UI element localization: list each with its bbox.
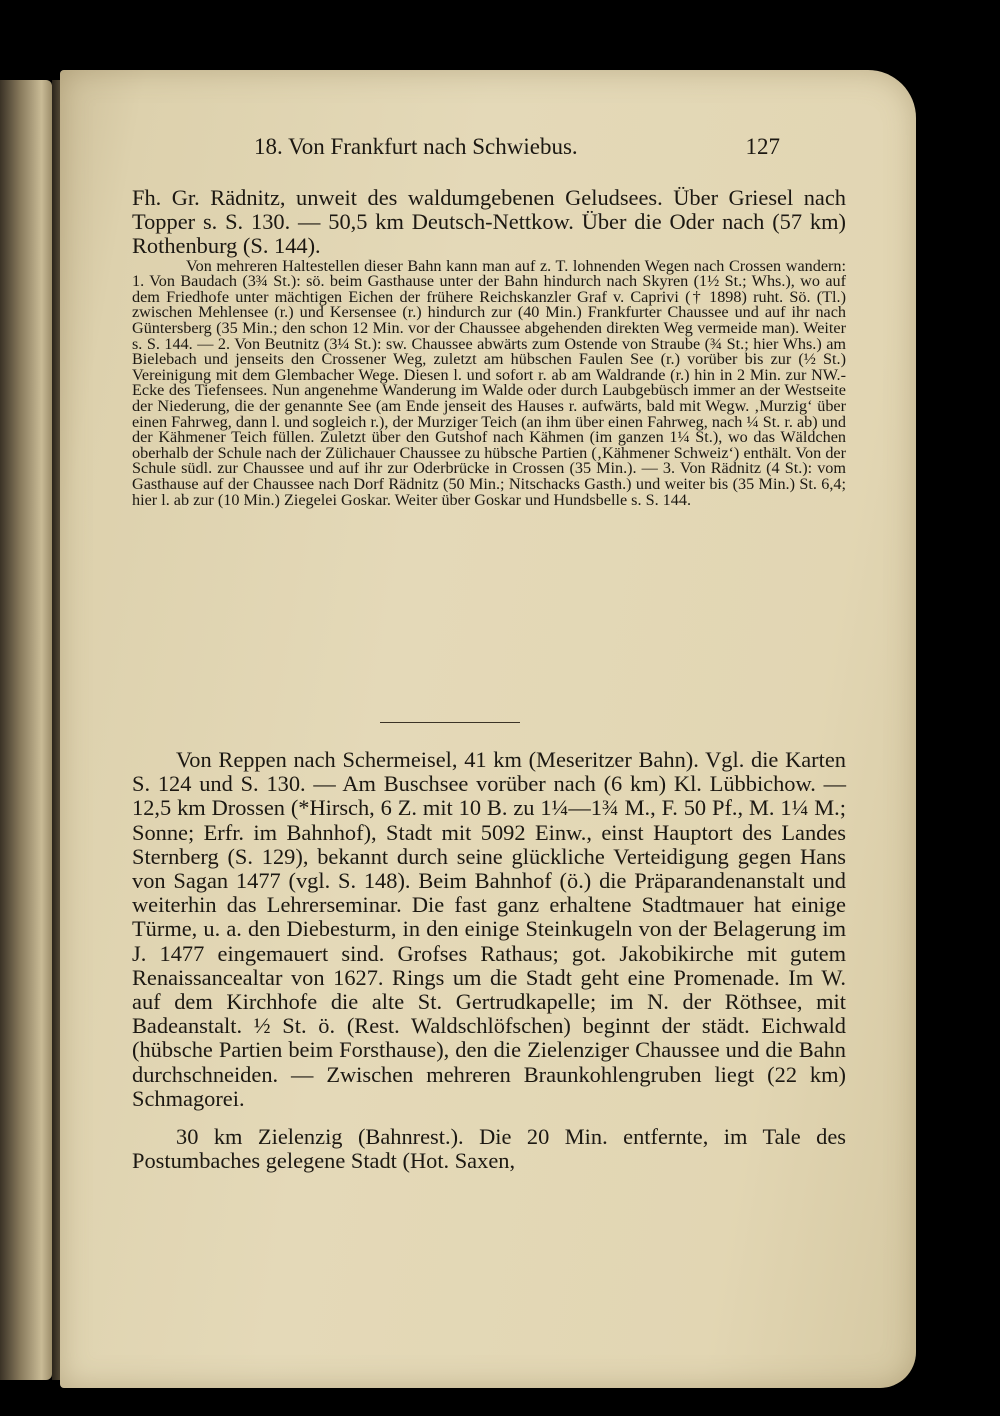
section-reppen-schermeisel	[132, 748, 846, 1173]
intro-paragraph: Fh. Gr. Rädnitz, unweit des waldumgebenen Geludsees. Über Griesel nach Topper s. S. 130. — 50,5 km Deutsch-Nettkow. Über die Oder nach (57 km) Rothenburg (S. 144).	[132, 185, 846, 259]
left-page-edge	[0, 80, 52, 1380]
chapter-title: 18. Von Frankfurt nach Schwiebus.	[254, 134, 578, 159]
route-paragraph: Von Reppen nach Schermeisel, 41 km (Meseritzer Bahn). Vgl. die Karten S. 124 und S. 130. — Am Buschsee vorüber nach (6 km) Kl. Lübbichow. — 12,5 km Drossen (*Hirsch, 6 Z. mit 10 B. zu 1¼—1¾ M., F. 50 Pf., M. 1¼ M.; Sonne; Erfr. im Bahnhof), Stadt mit 5092 Einw., einst Hauptort des Landes Sternberg (S. 129), bekannt durch seine glückliche Verteidigung gegen Hans von Sagan 1477 (vgl. S. 148). Beim Bahnhof (ö.) die Präparandenanstalt und weiterhin das Lehrerseminar. Die fast ganz erhaltene Stadtmauer hat einige Türme, u. a. den Diebesturm, in den einige Steinkugeln von der Belagerung im J. 1477 eingemauert sind. Grofses Rathaus; got. Jakobikirche mit gutem Renaissancealtar von 1627. Rings um die Stadt geht eine Promenade. Im W. auf dem Kirchhofe die alte St. Gertrudkapelle; im N. der Röthsee, mit Badeanstalt. ½ St. ö. (Rest. Waldschlöfschen) beginnt der städt. Eichwald (hübsche Partien beim Forsthause), den die Zielenziger Chaussee und die Bahn durchschneiden. — Zwischen mehreren Braunkohlengruben liegt (22 km) Schmagorei.	[132, 747, 846, 1111]
section-rädnitz	[132, 186, 846, 508]
zielenzig-paragraph: 30 km Zielenzig (Bahnrest.). Die 20 Min. entfernte, im Tale des Postumbaches gelegene Stadt (Hot. Saxen,	[132, 1124, 846, 1174]
book-page	[60, 70, 916, 1388]
section-divider	[380, 722, 520, 723]
page-number: 127	[745, 134, 780, 159]
running-header	[132, 134, 780, 168]
small-print-paragraph: Von mehreren Haltestellen dieser Bahn kann man auf z. T. lohnenden Wegen nach Crossen wandern: 1. Von Baudach (3¾ St.): sö. beim Gasthause unter der Bahn hindurch nach Skyren (1½ St.; Whs.), wo auf dem Friedhofe unter mächtigen Eichen der frühere Reichskanzler Graf v. Caprivi († 1898) ruht. Sö. (Tl.) zwischen Mehlensee (r.) und Kersensee (r.) hindurch zur (40 Min.) Frankfurter Chaussee und auf ihr nach Güntersberg (35 Min.; den schon 12 Min. vor der Chaussee abgehenden direkten Weg vermeide man). Weiter s. S. 144. — 2. Von Beutnitz (3¼ St.): sw. Chaussee abwärts zum Ostende von Straube (¾ St.; hier Whs.) am Bielebach und jenseits den Crossener Weg, zuletzt am hübschen Faulen See (r.) vorüber bis zur (½ St.) Vereinigung mit dem Glembacher Wege. Diesen l. und sofort r. ab am Waldrande (r.) hin in 2 Min. zur NW.-Ecke des Tiefensees. Nun angenehme Wanderung im Walde oder durch Laubgebüsch immer an der Westseite der Niederung, die der genannte See (am Ende jenseit des Hauses r. aufwärts, bald mit Wegw. ‚Murzig‘ über einen Fahrweg, dann l. und sogleich r.), der Murziger Teich (an ihm über einen Fahrweg, nach ¼ St. r. ab) und der Kähmener Teich füllen. Zuletzt über den Gutshof nach Kähmen (im ganzen 1¼ St.), wo das Wäldchen oberhalb der Schule nach der Zülichauer Chaussee zu hübsche Partien (‚Kähmener Schweiz‘) enthält. Von der Schule südl. zur Chaussee und auf ihr zur Oderbrücke in Crossen (35 Min.). — 3. Von Rädnitz (4 St.): vom Gasthause auf der Chaussee nach Dorf Rädnitz (50 Min.; Nitschacks Gasth.) und weiter bis (35 Min.) St. 6,4; hier l. ab zur (10 Min.) Ziegelei Goskar. Weiter über Goskar und Hundsbelle s. S. 144.	[132, 256, 846, 509]
